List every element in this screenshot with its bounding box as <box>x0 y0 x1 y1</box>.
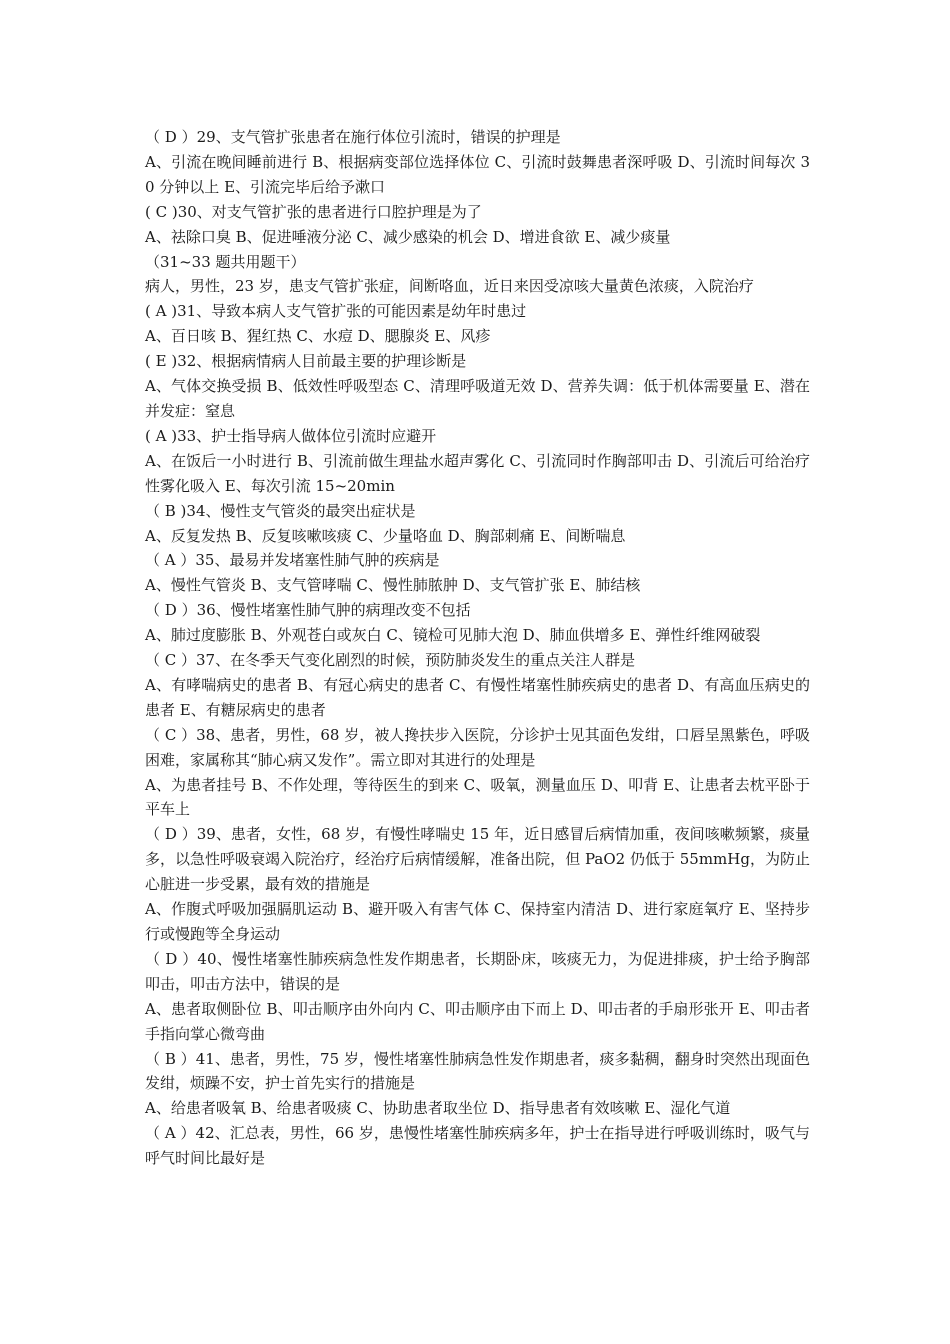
question-stem: （ A ）42、汇总表，男性，66 岁，患慢性堵塞性肺疾病多年，护士在指导进行呼吸训练时，吸气与呼气时间比最好是 <box>145 1124 810 1168</box>
question-stem: （ C ）38、患者，男性，68 岁，被人搀扶步入医院，分诊护士见其面色发绀，口唇呈黑紫色，呼吸困难，家属称其“肺心病又发作”。需立即对其进行的处理是 <box>145 725 810 769</box>
question-stem: （ D ）40、慢性堵塞性肺疾病急性发作期患者，长期卧床，咳痰无力，为促进排痰，护士给予胸部叩击，叩击方法中，错误的是 <box>145 949 810 993</box>
shared-stem-text: 病人，男性，23 岁，患支气管扩张症，间断咯血，近日来因受凉咳大量黄色浓痰，入院治疗 <box>145 277 754 296</box>
answer-options: A、给患者吸氧 B、给患者吸痰 C、协助患者取坐位 D、指导患者有效咳嗽 E、湿化气道 <box>145 1099 731 1118</box>
document-body <box>145 125 810 1171</box>
answer-options: A、气体交换受损 B、低效性呼吸型态 C、清理呼吸道无效 D、营养失调：低于机体需要量 E、潜在并发症：窒息 <box>145 377 810 420</box>
question-stem: （ D ）36、慢性堵塞性肺气肿的病理改变不包括 <box>145 601 471 620</box>
answer-options: A、有哮喘病史的患者 B、有冠心病史的患者 C、有慢性堵塞性肺疾病史的患者 D、有高血压病史的患者 E、有糖尿病史的患者 <box>145 675 810 719</box>
question-stem: ( C )30、对支气管扩张的患者进行口腔护理是为了 <box>145 202 482 221</box>
question-stem: ( E )32、根据病情病人目前最主要的护理诊断是 <box>145 352 467 371</box>
answer-options: A、作腹式呼吸加强膈肌运动 B、避开吸入有害气体 C、保持室内清洁 D、进行家庭氧疗 E、坚持步行或慢跑等全身运动 <box>145 900 810 943</box>
question-stem: ( A )33、护士指导病人做体位引流时应避开 <box>145 426 437 445</box>
answer-options: A、反复发热 B、反复咳嗽咳痰 C、少量咯血 D、胸部刺痛 E、间断喘息 <box>145 526 626 545</box>
answer-options: A、患者取侧卧位 B、叩击顺序由外向内 C、叩击顺序由下而上 D、叩击者的手扇形张开 E、叩击者手指向掌心微弯曲 <box>145 999 810 1043</box>
answer-options: A、百日咳 B、猩红热 C、水痘 D、腮腺炎 E、风疹 <box>145 327 491 346</box>
answer-options: A、引流在晚间睡前进行 B、根据病变部位选择体位 C、引流时鼓舞患者深呼吸 D、引流时间每次 30 分钟以上 E、引流完毕后给予漱口 <box>145 152 810 196</box>
answer-options: A、在饭后一小时进行 B、引流前做生理盐水超声雾化 C、引流同时作胸部叩击 D、引流后可给治疗性雾化吸入 E、每次引流 15~20min <box>145 451 810 495</box>
answer-options: A、慢性气管炎 B、支气管哮喘 C、慢性肺脓肿 D、支气管扩张 E、肺结核 <box>145 576 641 595</box>
answer-options: A、祛除口臭 B、促进唾液分泌 C、减少感染的机会 D、增进食欲 E、减少痰量 <box>145 227 671 246</box>
question-stem: （ A ）35、最易并发堵塞性肺气肿的疾病是 <box>145 551 440 570</box>
question-stem: ( A )31、导致本病人支气管扩张的可能因素是幼年时患过 <box>145 302 527 321</box>
question-stem: （ D ）29、支气管扩张患者在施行体位引流时，错误的护理是 <box>145 128 561 146</box>
shared-stem-heading: （31~33 题共用题干） <box>145 252 306 271</box>
question-stem: （ B ）41、患者，男性，75 岁，慢性堵塞性肺病急性发作期患者，痰多黏稠，翻身时突然出现面色发绀，烦躁不安，护士首先实行的措施是 <box>145 1049 810 1093</box>
question-stem: （ B )34、慢性支气管炎的最突出症状是 <box>145 501 416 520</box>
answer-options: A、肺过度膨胀 B、外观苍白或灰白 C、镜检可见肺大泡 D、肺血供增多 E、弹性纤维网破裂 <box>145 626 761 645</box>
question-stem: （ D ）39、患者，女性，68 岁，有慢性哮喘史 15 年，近日感冒后病情加重，夜间咳嗽频繁，痰量多，以急性呼吸衰竭入院治疗，经治疗后病情缓解，准备出院，但 PaO2 仍低于 55mmHg，为防止心脏进一步受累，最有效的措施是 <box>145 825 810 894</box>
question-stem: （ C ）37、在冬季天气变化剧烈的时候，预防肺炎发生的重点关注人群是 <box>145 651 636 670</box>
answer-options: A、为患者挂号 B、不作处理，等待医生的到来 C、吸氧，测量血压 D、叩背 E、让患者去枕平卧于平车上 <box>145 775 810 819</box>
